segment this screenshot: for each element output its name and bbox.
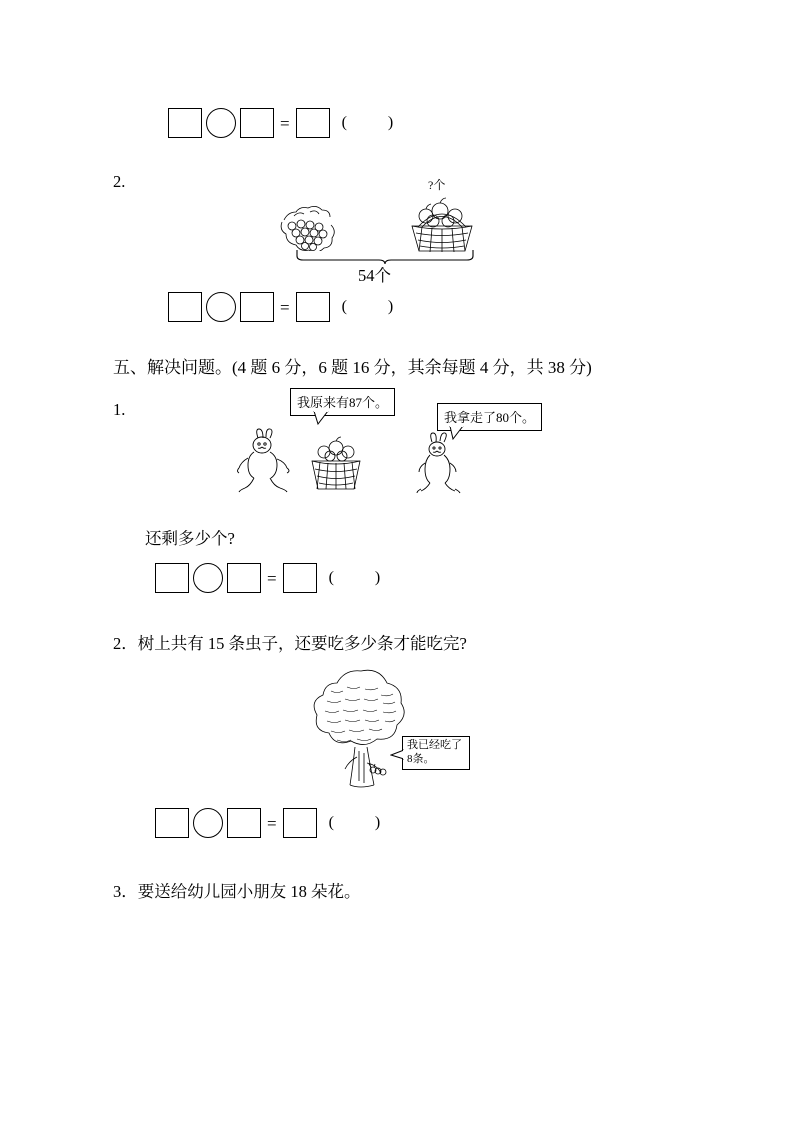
answer-box[interactable]: [296, 108, 330, 138]
answer-row-top[interactable]: [168, 108, 394, 138]
answer-paren[interactable]: ( ): [328, 569, 382, 586]
problem1-bubble-left: 我原来有87个。: [290, 388, 395, 416]
item2-unknown-label: ?个: [428, 178, 446, 192]
answer-paren[interactable]: ( ): [341, 298, 395, 315]
problem1-bubble-right: 我拿走了80个。: [437, 403, 542, 431]
answer-row-problem2[interactable]: [155, 808, 381, 838]
answer-paren[interactable]: ( ): [341, 114, 395, 131]
operator-circle[interactable]: [193, 808, 223, 838]
operator-circle[interactable]: [206, 108, 236, 138]
answer-box[interactable]: [240, 292, 274, 322]
equals-sign: =: [267, 568, 277, 588]
answer-box[interactable]: [283, 563, 317, 593]
problem3-number: 3．要送给幼儿园小朋友 18 朵花。: [113, 882, 361, 901]
answer-box[interactable]: [283, 808, 317, 838]
equals-sign: =: [280, 297, 290, 317]
answer-box[interactable]: [155, 808, 189, 838]
answer-box[interactable]: [168, 108, 202, 138]
problem1-basket-illustration: [304, 434, 368, 494]
answer-box[interactable]: [227, 563, 261, 593]
tree-illustration: [307, 665, 417, 790]
answer-box[interactable]: [296, 292, 330, 322]
problem2-number: 2．树上共有 15 条虫子，还要吃多少条才能吃完?: [113, 634, 467, 653]
item2-total-label: 54个: [358, 266, 391, 285]
answer-box[interactable]: [227, 808, 261, 838]
answer-box[interactable]: [168, 292, 202, 322]
answer-box[interactable]: [240, 108, 274, 138]
operator-circle[interactable]: [193, 563, 223, 593]
problem2-bubble-tail: [390, 748, 406, 762]
rabbit-left-illustration: [236, 428, 302, 494]
rabbit-right-illustration: [414, 432, 466, 494]
answer-row-item2[interactable]: [168, 292, 394, 322]
answer-box[interactable]: [155, 563, 189, 593]
operator-circle[interactable]: [206, 292, 236, 322]
equals-sign: =: [280, 113, 290, 133]
equals-sign: =: [267, 813, 277, 833]
problem1-number: 1.: [113, 400, 126, 419]
answer-row-problem1[interactable]: [155, 563, 381, 593]
section-heading-5: 五、解决问题。(4 题 6 分，6 题 16 分，其余每题 4 分，共 38 分): [113, 358, 592, 377]
answer-paren[interactable]: ( ): [328, 814, 382, 831]
problem1-bubble-left-tail: [312, 411, 336, 425]
fruit-basket-illustration: [402, 196, 482, 254]
grapes-illustration: [274, 206, 344, 251]
problem1-question: 还剩多少个?: [145, 529, 235, 548]
item2-number: 2.: [113, 172, 126, 191]
problem2-bubble: 我已经吃了8条。: [402, 736, 470, 770]
